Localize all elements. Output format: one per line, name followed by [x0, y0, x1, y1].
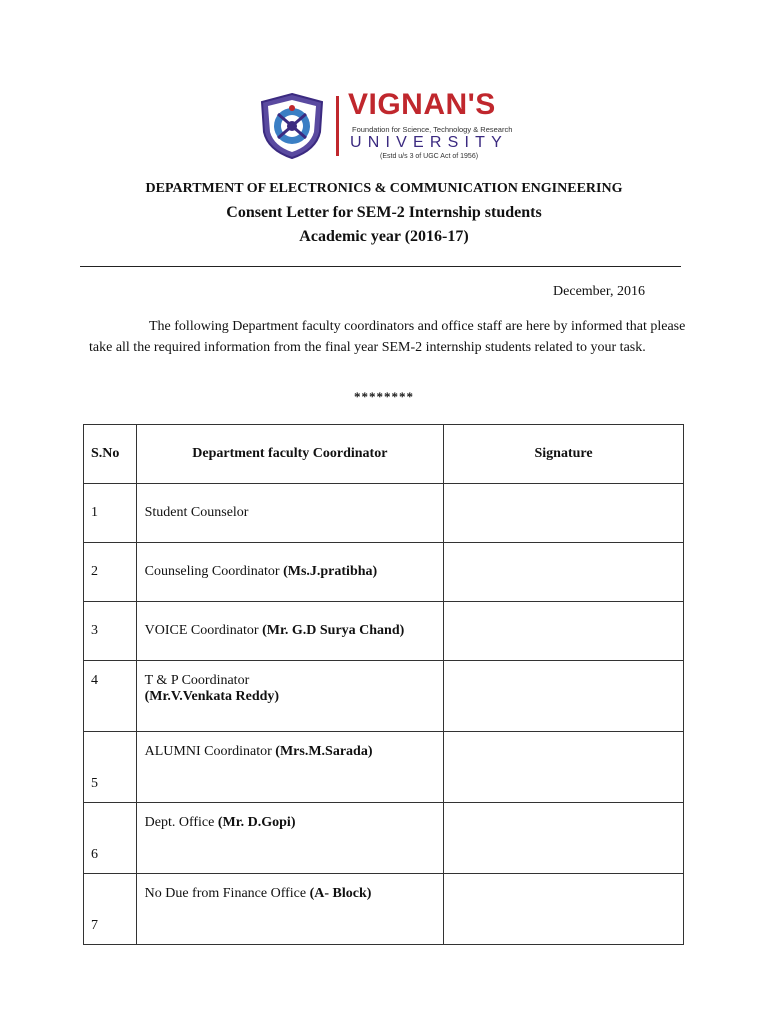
row-coordinator	[136, 732, 443, 803]
body-paragraph-text: The following Department faculty coordinators and office staff are here by informed that please take all the required information from the final year SEM-2 internship students related to your task.	[89, 319, 686, 355]
row-person: (A- Block)	[309, 886, 372, 901]
row-role: No Due from Finance Office	[144, 886, 307, 901]
row-person: (Mr.V.Venkata Reddy)	[144, 689, 280, 704]
row-role: Dept. Office	[144, 815, 215, 830]
signature-cell[interactable]	[444, 602, 684, 661]
signature-cell[interactable]	[444, 661, 684, 732]
letter-title: Consent Letter for SEM-2 Internship students	[226, 204, 542, 221]
table-row	[84, 543, 684, 602]
row-coordinator	[136, 874, 443, 945]
row-coordinator	[136, 484, 443, 543]
row-person: (Mrs.M.Sarada)	[275, 744, 373, 759]
row-person: (Ms.J.pratibha)	[283, 564, 378, 579]
signature-cell[interactable]	[444, 484, 684, 543]
row-coordinator	[136, 602, 443, 661]
department-heading: DEPARTMENT OF ELECTRONICS & COMMUNICATION ENGINEERING	[145, 181, 623, 196]
row-coordinator	[136, 803, 443, 874]
row-sno: 1	[84, 484, 137, 543]
logo-name: VIGNAN'S	[348, 88, 496, 121]
table-row	[84, 732, 684, 803]
row-role: ALUMNI Coordinator	[144, 744, 272, 759]
row-sno: 5	[84, 732, 137, 803]
table-row	[84, 484, 684, 543]
table-row	[84, 661, 684, 732]
table-row	[84, 874, 684, 945]
table-row	[84, 803, 684, 874]
signature-cell[interactable]	[444, 874, 684, 945]
logo-tagline: Foundation for Science, Technology & Research	[352, 125, 513, 134]
university-logo	[258, 88, 514, 162]
header-signature: Signature	[444, 425, 684, 484]
separator-stars: ********	[354, 389, 414, 404]
university-emblem-icon	[258, 92, 326, 160]
row-coordinator	[136, 661, 443, 732]
logo-established: (Estd u/s 3 of UGC Act of 1956)	[380, 153, 479, 160]
logo-university: UNIVERSITY	[350, 134, 509, 151]
logo-divider	[336, 96, 339, 156]
row-sno: 2	[84, 543, 137, 602]
row-role: Counseling Coordinator	[144, 564, 280, 579]
letter-date: December, 2016	[553, 284, 645, 299]
row-role: VOICE Coordinator	[144, 623, 259, 638]
row-sno: 7	[84, 874, 137, 945]
signature-cell[interactable]	[444, 732, 684, 803]
row-coordinator	[136, 543, 443, 602]
row-role: T & P Coordinator	[144, 673, 250, 688]
row-sno: 3	[84, 602, 137, 661]
row-sno: 4	[84, 661, 137, 732]
body-paragraph	[89, 316, 689, 358]
table-header-row	[84, 425, 684, 484]
row-person: (Mr. G.D Surya Chand)	[262, 623, 405, 638]
academic-year: Academic year (2016-17)	[299, 228, 469, 245]
signature-cell[interactable]	[444, 543, 684, 602]
header-coordinator: Department faculty Coordinator	[136, 425, 443, 484]
header-rule	[80, 266, 681, 267]
coordinator-table	[83, 424, 684, 945]
row-role: Student Counselor	[144, 505, 249, 520]
signature-cell[interactable]	[444, 803, 684, 874]
table-row	[84, 602, 684, 661]
row-person: (Mr. D.Gopi)	[217, 815, 296, 830]
header-sno: S.No	[84, 425, 137, 484]
row-sno: 6	[84, 803, 137, 874]
